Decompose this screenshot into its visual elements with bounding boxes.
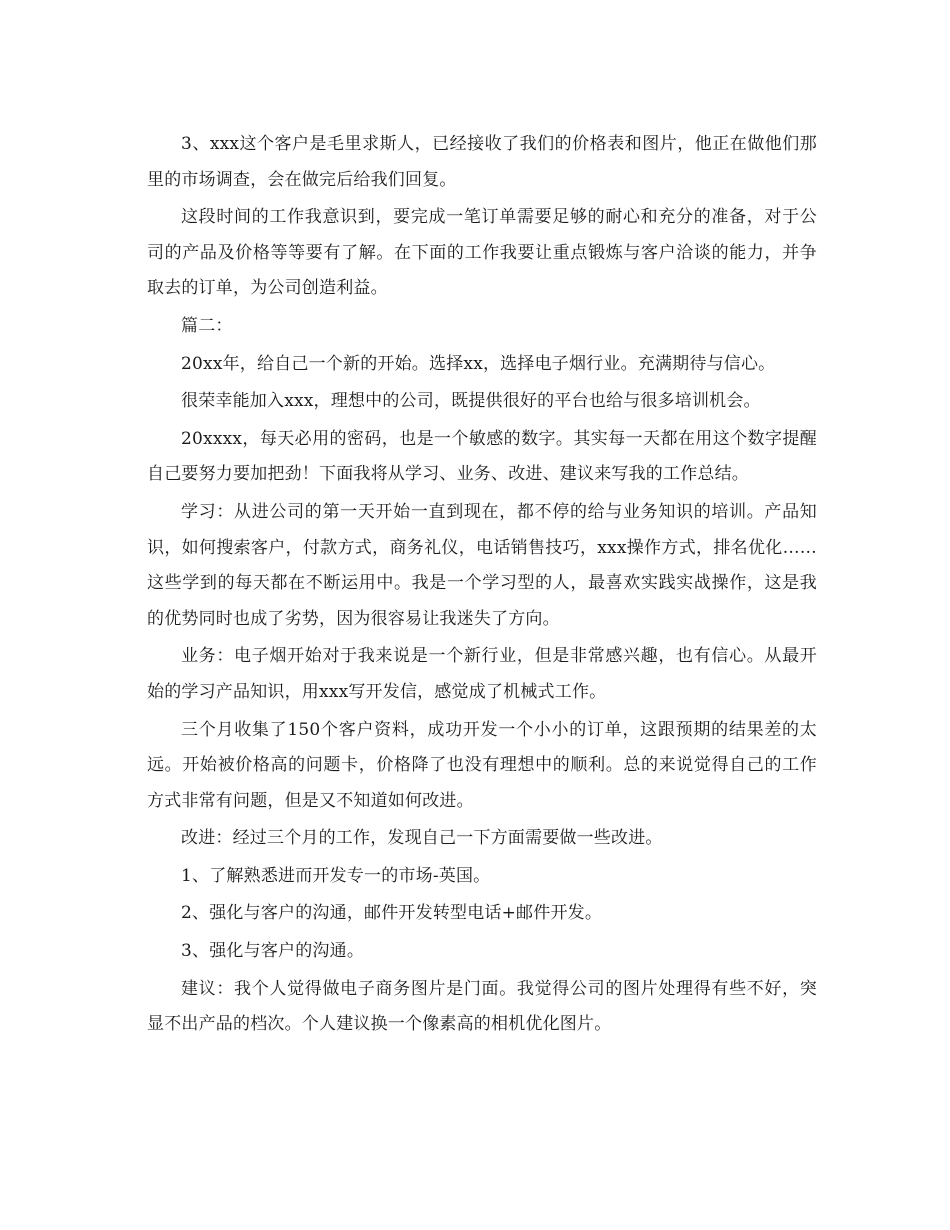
document-body <box>147 127 817 1045</box>
list-item-improvement-1: 1、了解熟悉进而开发专一的市场-英国。 <box>181 865 491 886</box>
paragraph-learning: 学习：从进公司的第一天开始一直到现在，都不停的给与业务知识的培训。产品知识，如何搜索客户，付款方式，商务礼仪，电话销售技巧，xxx操作方式，排名优化……这些学到的每天都在不断运用中。我是一个学习型的人，最喜欢实践实战操作，这是我的优势同时也成了劣势，因为很容易让我迷失了方向。 <box>147 501 817 629</box>
paragraph-three-months: 三个月收集了150个客户资料，成功开发一个小小的订单，这跟预期的结果差的太远。开始被价格高的问题卡，价格降了也没有理想中的顺利。总的来说觉得自己的工作方式非常有问题，但是又不知道如何改进。 <box>147 719 817 811</box>
paragraph-reflection: 这段时间的工作我意识到，要完成一笔订单需要足够的耐心和充分的准备，对于公司的产品及价格等等要有了解。在下面的工作我要让重点锻炼与客户洽谈的能力，并争取去的订单，为公司创造利益。 <box>147 207 817 299</box>
list-item-improvement-3: 3、强化与客户的沟通。 <box>181 941 365 962</box>
list-item-improvement-2: 2、强化与客户的沟通，邮件开发转型电话+邮件开发。 <box>181 903 603 924</box>
paragraph-business: 业务：电子烟开始对于我来说是一个新行业，但是非常感兴趣，也有信心。从最开始的学习产品知识，用xxx写开发信，感觉成了机械式工作。 <box>147 646 817 702</box>
paragraph-suggestion: 建议：我个人觉得做电子商务图片是门面。我觉得公司的图片处理得有些不好，突显不出产品的档次。个人建议换一个像素高的相机优化图片。 <box>147 978 817 1035</box>
section-heading-part-two: 篇二： <box>181 315 233 336</box>
paragraph-new-start: 20xx年，给自己一个新的开始。选择xx，选择电子烟行业。充满期待与信心。 <box>181 353 776 374</box>
paragraph-client-3: 3、xxx这个客户是毛里求斯人，已经接收了我们的价格表和图片，他正在做他们那里的市场调查，会在做完后给我们回复。 <box>147 134 817 190</box>
paragraph-password: 20xxxx，每天必用的密码，也是一个敏感的数字。其实每一天都在用这个数字提醒自己要努力要加把劲！下面我将从学习、业务、改进、建议来写我的工作总结。 <box>147 428 817 485</box>
paragraph-joining-company: 很荣幸能加入xxx，理想中的公司，既提供很好的平台也给与很多培训机会。 <box>181 391 761 412</box>
paragraph-improvement: 改进：经过三个月的工作，发现自己一下方面需要做一些改进。 <box>181 828 663 849</box>
